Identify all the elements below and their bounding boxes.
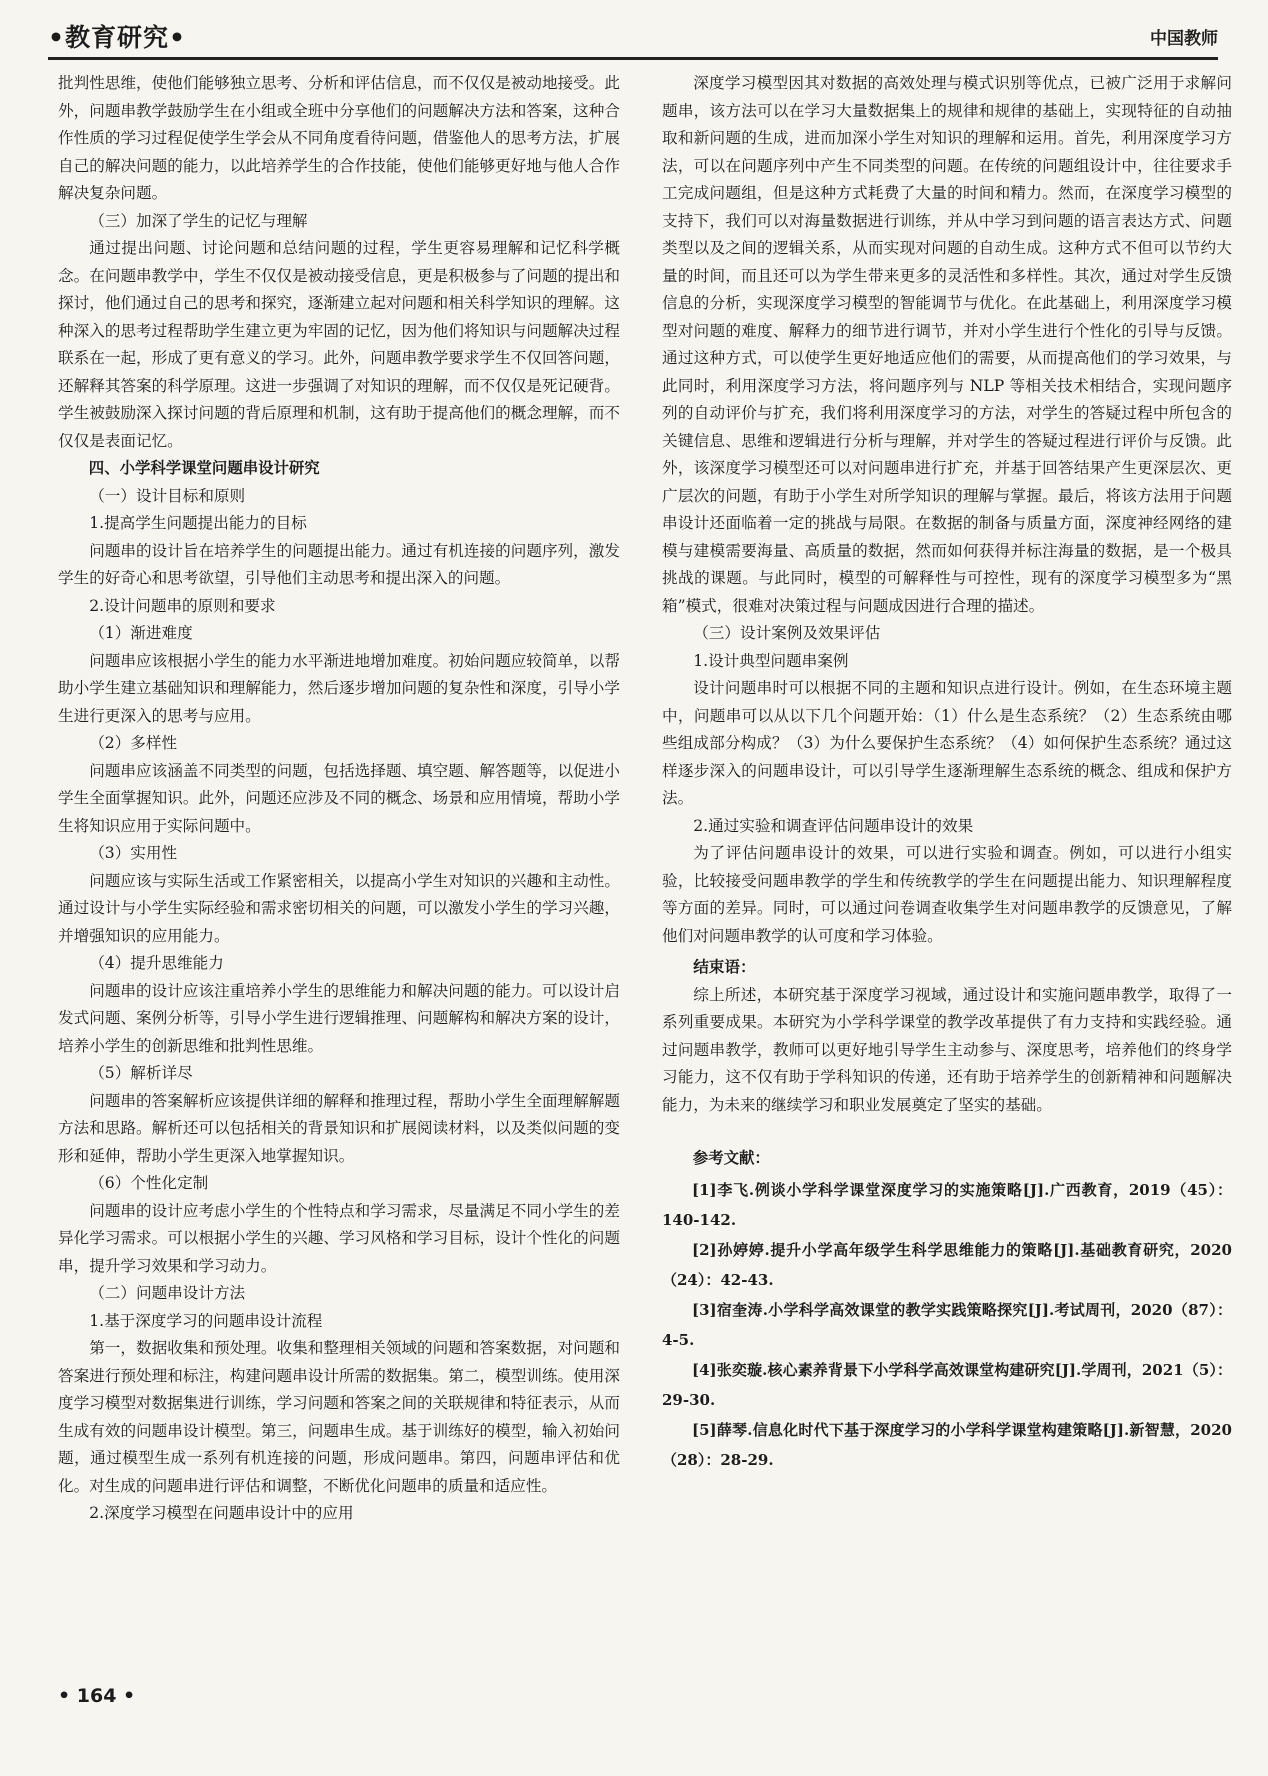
reference-item: [3]宿奎涛.小学科学高效课堂的教学实践策略探究[J].考试周刊，2020（87）：4-5.: [662, 1300, 1232, 1349]
reference-item: [5]薛琴.信息化时代下基于深度学习的小学科学课堂构建策略[J].新智慧，2020（28）：28-29.: [662, 1420, 1232, 1469]
paragraph: 第一，数据收集和预处理。收集和整理相关领域的问题和答案数据，对问题和答案进行预处理和标注，构建问题串设计所需的数据集。第二，模型训练。使用深度学习模型对数据集进行训练，学习问题和答案之间的关联规律和特征表示，从而生成有效的问题串设计模型。第三，问题串生成。基于训练好的模型，输入初始问题，通过模型生成一系列有机连接的问题，形成问题串。第四，问题串评估和优化。对生成的问题串进行评估和调整，不断优化问题串的质量和适应性。: [58, 1339, 620, 1495]
magazine-name: 中国教师: [1150, 29, 1218, 49]
right-column: [662, 70, 1232, 1475]
subheading: （1）渐进难度: [89, 624, 193, 642]
subheading: （二）问题串设计方法: [89, 1284, 246, 1302]
page-number: • 164 •: [58, 1685, 136, 1707]
reference-item: [4]张奕璇.核心素养背景下小学科学高效课堂构建研究[J].学周刊，2021（5）：29-30.: [662, 1360, 1232, 1409]
subheading: （三）设计案例及效果评估: [693, 624, 881, 642]
reference-item: [1]李飞.例谈小学科学课堂深度学习的实施策略[J].广西教育，2019（45）：140-142.: [662, 1180, 1232, 1229]
conclusion-label: 结束语：: [693, 958, 756, 976]
header-divider: [48, 57, 1218, 60]
references-title: 参考文献：: [692, 1149, 770, 1167]
paragraph: 问题串应该涵盖不同类型的问题，包括选择题、填空题、解答题等，以促进小学生全面掌握知识。此外，问题还应涉及不同的概念、场景和应用情境，帮助小学生将知识应用于实际问题中。: [58, 761, 620, 835]
paragraph: 问题串的设计应考虑小学生的个性特点和学习需求，尽量满足不同小学生的差异化学习需求。可以根据小学生的兴趣、学习风格和学习目标，设计个性化的问题串，提升学习效果和学习动力。: [58, 1201, 620, 1275]
subheading: （一）设计目标和原则: [89, 486, 246, 505]
paragraph: 设计问题串时可以根据不同的主题和知识点进行设计。例如，在生态环境主题中，问题串可以从以下几个问题开始：（1）什么是生态系统？（2）生态系统由哪些组成部分构成？（3）为什么要保护生态系统？（4）如何保护生态系统？通过这样逐步深入的问题串设计，可以引导学生逐渐理解生态系统的概念、组成和保护方法。: [662, 679, 1232, 807]
subheading: 2.通过实验和调查评估问题串设计的效果: [693, 816, 974, 835]
subheading: 1.提高学生问题提出能力的目标: [89, 514, 307, 532]
subheading: （3）实用性: [89, 844, 178, 862]
page-header: [48, 12, 1218, 56]
paragraph: 深度学习模型因其对数据的高效处理与模式识别等优点，已被广泛用于求解问题串，该方法可以在学习大量数据集上的规律和规律的基础上，实现特征的自动抽取和新问题的生成，进而加深小学生对知识的理解和运用。首先，利用深度学习方法，可以在问题序列中产生不同类型的问题。在传统的问题组设计中，往往要求手工完成问题组，但是这种方式耗费了大量的时间和精力。然而，在深度学习模型的支持下，我们可以对海量数据进行训练，并从中学习到问题的语言表达方式、问题类型以及之间的逻辑关系，从而实现对问题的自动生成。这种方式不但可以节约大量的时间，而且还可以为学生带来更多的灵活性和多样性。其次，通过对学生反馈信息的分析，实现深度学习模型的智能调节与优化。在此基础上，利用深度学习模型对问题的难度、解释力的细节进行调节，并对小学生进行个性化的引导与反馈。通过这种方式，可以使学生更好地适应他们的需要，从而提高他们的学习效果，与此同时，利用深度学习方法，将问题序列与 NLP 等相关技术相结合，实现问题序列的自动评价与扩充，我们将利用深度学习的方法，对学生的答疑过程中所包含的关键信息、思维和逻辑进行分析与理解，并对学生的答疑过程进行评价与反馈。此外，该深度学习模型还可以对问题串进行扩充，并基于回答结果产生更深层次、更广层次的问题，有助于小学生对所学知识的理解与掌握。最后，将该方法用于问题串设计还面临着一定的挑战与局限。在数据的制备与质量方面，深度神经网络的建模与建模需要海量、高质量的数据，然而如何获得并标注海量的数据，是一个极具挑战的课题。与此同时，模型的可解释性与可控性，现有的深度学习模型多为“黑箱”模式，很难对决策过程与问题成因进行合理的描述。: [662, 74, 1232, 615]
subheading: 1.设计典型问题串案例: [693, 651, 849, 670]
section-title: •教育研究•: [48, 23, 186, 52]
subheading: 2.深度学习模型在问题串设计中的应用: [89, 1504, 354, 1522]
paragraph: 批判性思维，使他们能够独立思考、分析和评估信息，而不仅仅是被动地接受。此外，问题串教学鼓励学生在小组或全班中分享他们的问题解决方法和答案，这种合作性质的学习过程促使学生学会从不同角度看待问题，借鉴他人的思考方法，扩展自己的解决问题的能力，以此培养学生的合作技能，使他们能够更好地与他人合作解决复杂问题。: [58, 74, 620, 202]
subheading: 1.基于深度学习的问题串设计流程: [89, 1311, 323, 1330]
reference-item: [2]孙婷婷.提升小学高年级学生科学思维能力的策略[J].基础教育研究，2020（24）：42-43.: [662, 1240, 1232, 1289]
paragraph: 综上所述，本研究基于深度学习视域，通过设计和实施问题串教学，取得了一系列重要成果。本研究为小学科学课堂的教学改革提供了有力支持和实践经验。通过问题串教学，教师可以更好地引导学生主动参与、深度思考，培养他们的终身学习能力，这不仅有助于学科知识的传递，还有助于培养学生的创新精神和问题解决能力，为未来的继续学习和职业发展奠定了坚实的基础。: [662, 985, 1232, 1114]
paragraph: 通过提出问题、讨论问题和总结问题的过程，学生更容易理解和记忆科学概念。在问题串教学中，学生不仅仅是被动接受信息，更是积极参与了问题的提出和探讨，他们通过自己的思考和探究，逐渐建立起对问题和相关科学知识的理解。这种深入的思考过程帮助学生建立更为牢固的记忆，因为他们将知识与问题解决过程联系在一起，形成了更有意义的学习。此外，问题串教学要求学生不仅回答问题，还解释其答案的科学原理。这进一步强调了对知识的理解，而不仅仅是死记硬背。学生被鼓励深入探讨问题的背后原理和机制，这有助于提高他们的概念理解，而不仅仅是表面记忆。: [58, 239, 620, 450]
left-column: [58, 70, 620, 1528]
paragraph: 问题串应该根据小学生的能力水平渐进地增加难度。初始问题应较简单，以帮助小学生建立基础知识和理解能力，然后逐步增加问题的复杂性和深度，引导小学生进行更深入的思考与应用。: [58, 651, 620, 725]
subheading: （2）多样性: [89, 734, 178, 752]
paragraph: 问题串的设计应该注重培养小学生的思维能力和解决问题的能力。可以设计启发式问题、案例分析等，引导小学生进行逻辑推理、问题解构和解决方案的设计，培养小学生的创新思维和批判性思维。: [58, 981, 620, 1055]
subheading: （4）提升思维能力: [89, 954, 224, 972]
paragraph: 问题应该与实际生活或工作紧密相关，以提高小学生对知识的兴趣和主动性。通过设计与小学生实际经验和需求密切相关的问题，可以激发小学生的学习兴趣，并增强知识的应用能力。: [58, 871, 620, 945]
subheading: （6）个性化定制: [89, 1174, 209, 1192]
paragraph: 问题串的设计旨在培养学生的问题提出能力。通过有机连接的问题序列，激发学生的好奇心和思考欲望，引导他们主动思考和提出深入的问题。: [58, 541, 620, 587]
subheading: 2.设计问题串的原则和要求: [89, 596, 276, 615]
section-heading: 四、小学科学课堂问题串设计研究: [88, 459, 320, 477]
paragraph: 为了评估问题串设计的效果，可以进行实验和调查。例如，可以进行小组实验，比较接受问题串教学的学生和传统教学的学生在问题提出能力、知识理解程度等方面的差异。同时，可以通过问卷调查收集学生对问题串教学的反馈意见，了解他们对问题串教学的认可度和学习体验。: [662, 844, 1232, 945]
paragraph: 问题串的答案解析应该提供详细的解释和推理过程，帮助小学生全面理解解题方法和思路。解析还可以包括相关的背景知识和扩展阅读材料，以及类似问题的变形和延伸，帮助小学生更深入地掌握知识。: [58, 1091, 620, 1165]
subheading: （5）解析详尽: [89, 1064, 193, 1082]
subheading: （三）加深了学生的记忆与理解: [89, 211, 308, 230]
